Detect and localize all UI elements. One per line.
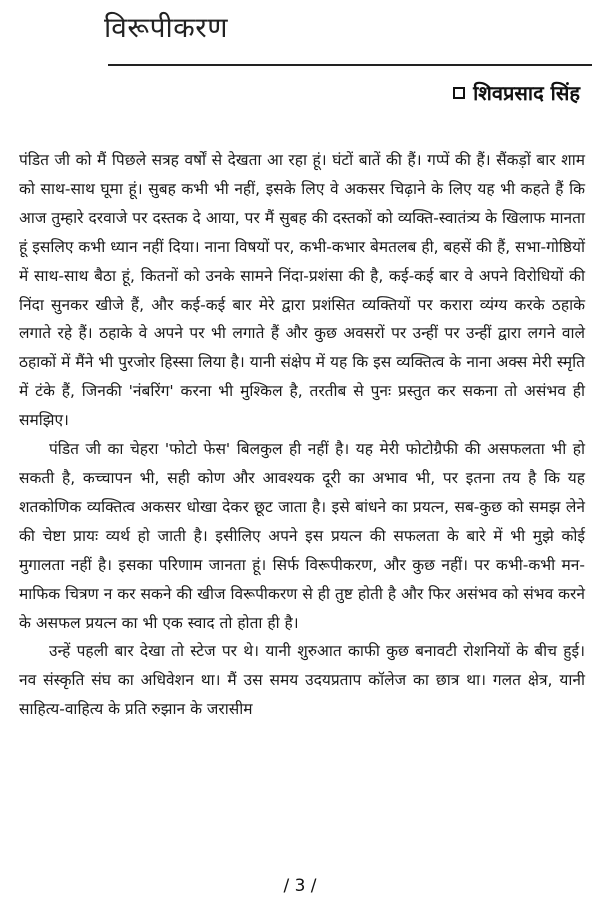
- paragraph-2: पंडित जी का चेहरा 'फोटो फेस' बिलकुल ही नहीं है। यह मेरी फोटोग्रैफी की असफलता भी हो सकती है, कच्चापन भी, सही कोण और आवश्यक दूरी का अभाव भी, पर इतना तय है कि यह शतकोणिक व्यक्तित्व अकसर धोखा देकर छूट जाता है। इसे बांधने का प्रयत्न, सब-कुछ को समझ लेने की चेष्टा प्रायः व्यर्थ हो जाती है। इसीलिए अपने इस प्रयत्न की सफलता के बारे में भी मुझे कोई मुगालता नहीं है। इसका परिणाम जानता हूं। सिर्फ विरूपीकरण, और कुछ नहीं। पर कभी-कभी मन-माफिक चित्रण न कर सकने की खीज विरूपीकरण से ही तुष्ट होती है और फिर असंभव को संभव करने के असफल प्रयत्न का भी एक स्वाद तो होता ही है।: [19, 440, 586, 632]
- paragraph-3: उन्हें पहली बार देखा तो स्टेज पर थे। यानी शुरुआत काफी कुछ बनावटी रोशनियों के बीच हुई। नव संस्कृति संघ का अधिवेशन था। मैं उस समय उदयप्रताप कॉलेज का छात्र था। गलत क्षेत्र, यानी साहित्य-वाहित्य के प्रति रुझान के जरासीम: [19, 642, 585, 719]
- author-byline: [453, 80, 580, 106]
- paragraph-1: पंडित जी को मैं पिछले सत्रह वर्षों से देखता आ रहा हूं। घंटों बातें की हैं। गप्पें की हैं। सैंकड़ों बार शाम को साथ-साथ घूमा हूं। सुबह कभी भी नहीं, इसके लिए वे अकसर चिढ़ाने के लिए यह भी कहते हैं कि आज तुम्हारे दरवाजे पर दस्तक दे आया, पर मैं सुबह की दस्तकों को व्यक्ति-स्वातंत्र्य के खिलाफ मानता हूं इसलिए कभी ध्यान नहीं दिया। नाना विषयों पर, कभी-कभार बेमतलब ही, बहसें की हैं, सभा-गोष्ठियों में साथ-साथ बैठा हूं, कितनों को उनके सामने निंदा-प्रशंसा की है, कई-कई बार वे अपने विरोधियों की निंदा सुनकर खीजे हैं, और कई-कई बार मेरे द्वारा प्रशंसित व्यक्तियों पर करारा व्यंग्य करके ठहाके लगाते रहे हैं। ठहाके वे अपने पर भी लगाते हैं और कुछ अवसरों पर उन्हीं पर उन्हीं द्वारा लगने वाले ठहाकों में मैंने भी पुरजोर हिस्सा लिया है। यानी संक्षेप में यह कि इस व्यक्तित्व के नाना अक्स मेरी स्मृति में टंके हैं, जिनकी 'नंबरिंग' करना भी मुश्किल है, तरतीब से पुनः प्रस्तुत कर सकना तो असंभव ही समझिए।: [19, 151, 585, 430]
- title-rule: [108, 64, 592, 66]
- author-name: शिवप्रसाद सिंह: [473, 81, 580, 105]
- body-text: [19, 146, 585, 724]
- page-number: / 3 /: [283, 876, 317, 896]
- chapter-title: विरूपीकरण: [104, 11, 228, 44]
- square-bullet-icon: [453, 87, 465, 99]
